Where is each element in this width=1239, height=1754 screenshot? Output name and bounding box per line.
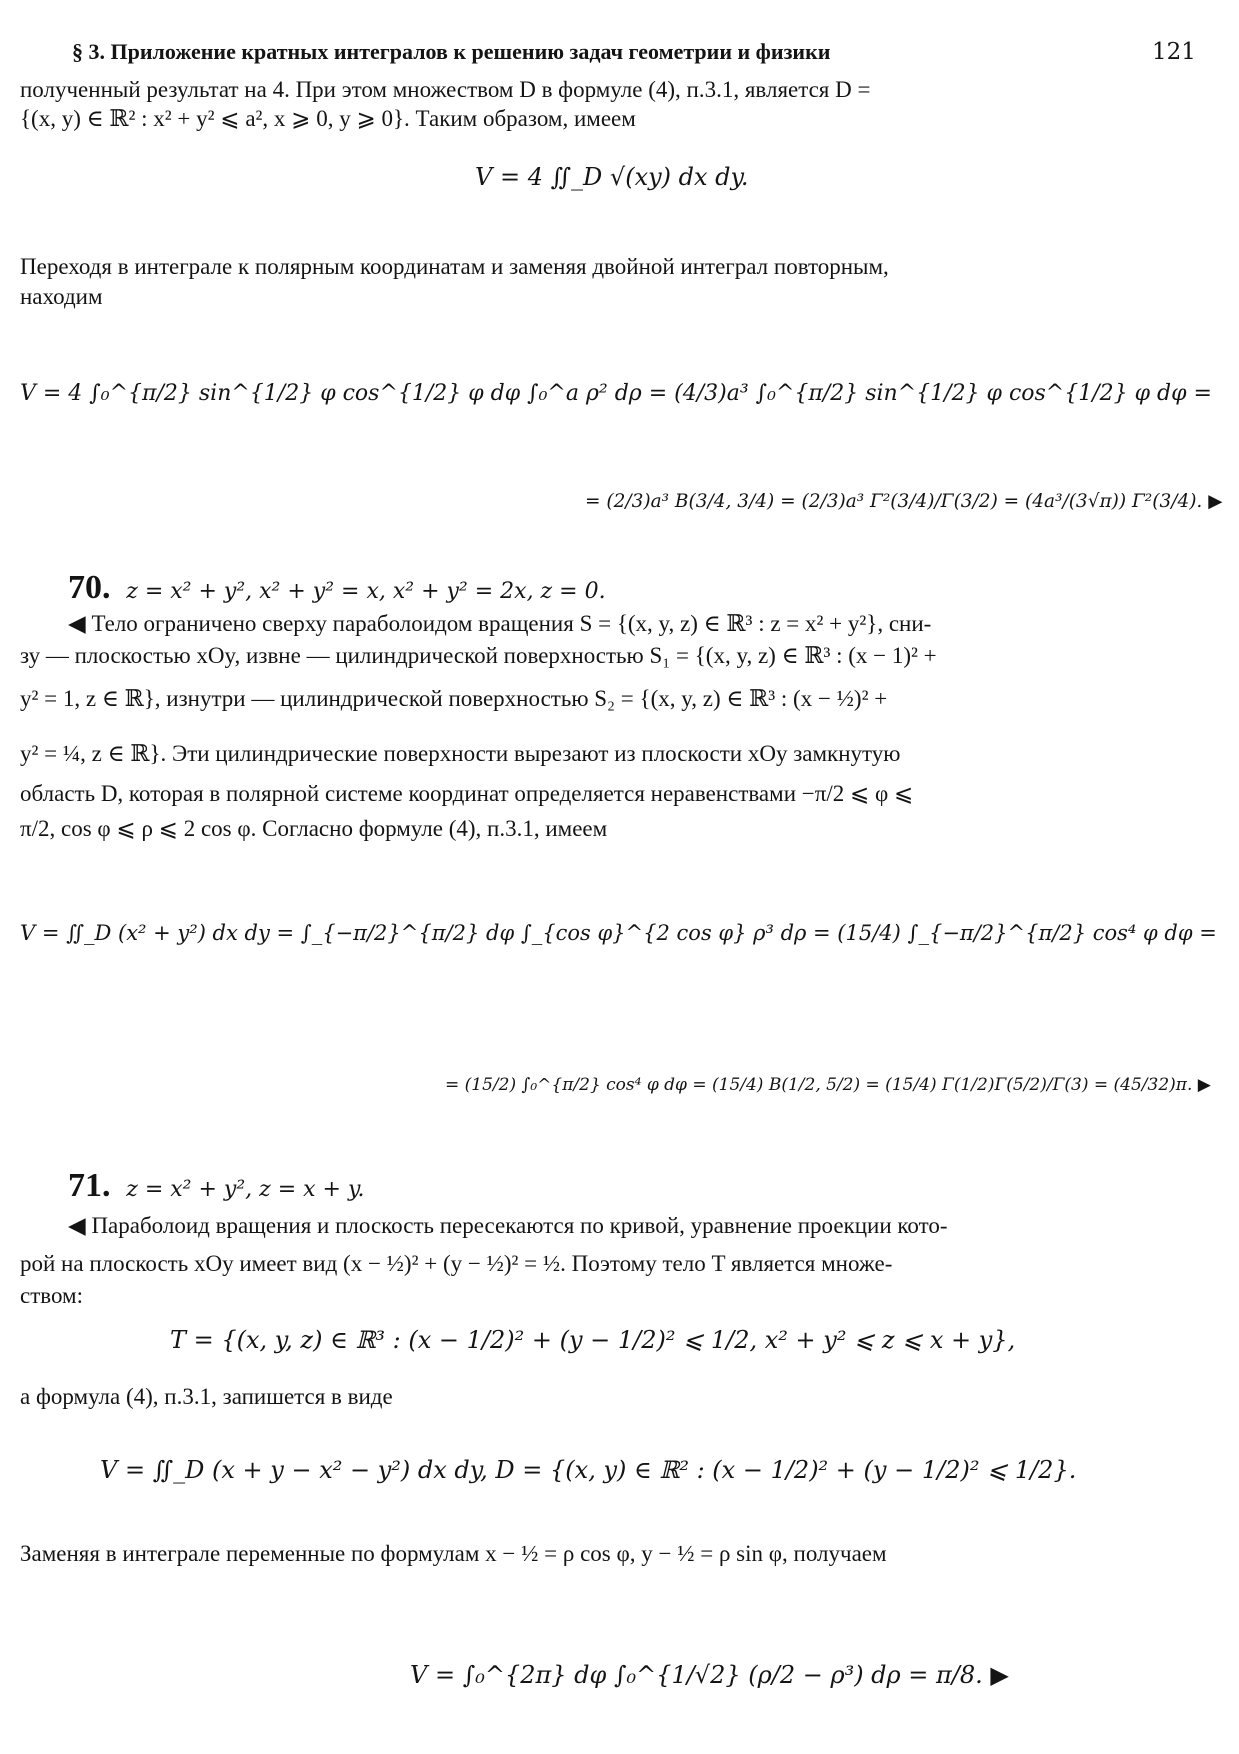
- text-line: а формула (4), п.3.1, запишется в виде: [20, 1384, 393, 1409]
- problem-number: 71.: [68, 1167, 111, 1204]
- formula-volume-71-result: V = ∫₀^{2π} dφ ∫₀^{1/√2} (ρ/2 − ρ³) dρ = π/8. ▶: [410, 1661, 1009, 1689]
- page-number: 121: [1152, 39, 1196, 65]
- text-line: y² = ¼, z ∈ ℝ}. Эти цилиндрические поверхности вырезают из плоскости xOy замкнутую: [20, 741, 901, 766]
- running-header: § 3. Приложение кратных интегралов к решению задач геометрии и физики: [72, 39, 831, 64]
- formula-beta-gamma-result: = (2/3)a³ B(3/4, 3/4) = (2/3)a³ Γ²(3/4)/Γ(3/2) = (4a³/(3√π)) Γ²(3/4). ▶: [585, 491, 1223, 512]
- problem-statement: z = x² + y², z = x + y.: [126, 1177, 365, 1202]
- text-line: область D, которая в полярной системе координат определяется неравенствами −π/2 ⩽ φ ⩽: [20, 781, 914, 806]
- problem-statement: z = x² + y², x² + y² = x, x² + y² = 2x, z = 0.: [126, 579, 606, 604]
- text-line: π/2, cos φ ⩽ ρ ⩽ 2 cos φ. Согласно формуле (4), п.3.1, имеем: [20, 816, 608, 841]
- text-line: ◀ Тело ограничено сверху параболоидом вращения S = {(x, y, z) ∈ ℝ³ : z = x² + y²}, сни-: [68, 611, 932, 636]
- text-line: рой на плоскость xOy имеет вид (x − ½)² + (y − ½)² = ½. Поэтому тело T является множе-: [20, 1251, 893, 1276]
- formula-volume-double-integral: V = 4 ∬_D √(xy) dx dy.: [475, 163, 749, 191]
- formula-volume-70-result: = (15/2) ∫₀^{π/2} cos⁴ φ dφ = (15/4) B(1/2, 5/2) = (15/4) Γ(1/2)Γ(5/2)/Γ(3) = (45/32)π. ▶: [445, 1075, 1211, 1095]
- text-line: y² = 1, z ∈ ℝ}, изнутри — цилиндрической поверхностью S₂ = {(x, y, z) ∈ ℝ³ : (x − ½)² +: [20, 686, 888, 711]
- text-line: {(x, y) ∈ ℝ² : x² + y² ⩽ a², x ⩾ 0, y ⩾ 0}. Таким образом, имеем: [20, 106, 636, 131]
- formula-volume-70-integral: V = ∬_D (x² + y²) dx dy = ∫_{−π/2}^{π/2} dφ ∫_{cos φ}^{2 cos φ} ρ³ dρ = (15/4) ∫_{−π/2}^{π/2} cos⁴ φ dφ =: [20, 921, 1217, 945]
- text-line: ◀ Параболоид вращения и плоскость пересекаются по кривой, уравнение проекции кото-: [68, 1213, 948, 1238]
- formula-polar-iterated-integral: V = 4 ∫₀^{π/2} sin^{1/2} φ cos^{1/2} φ dφ ∫₀^a ρ² dρ = (4/3)a³ ∫₀^{π/2} sin^{1/2} φ cos^{1/2} φ dφ =: [20, 381, 1212, 406]
- text-line: зу — плоскостью xOy, извне — цилиндрической поверхностью S₁ = {(x, y, z) ∈ ℝ³ : (x − 1)² +: [20, 643, 937, 668]
- text-line: находим: [20, 284, 103, 309]
- formula-volume-71-integral: V = ∬_D (x + y − x² − y²) dx dy, D = {(x, y) ∈ ℝ² : (x − 1/2)² + (y − 1/2)² ⩽ 1/2}.: [100, 1456, 1077, 1484]
- formula-set-T: T = {(x, y, z) ∈ ℝ³ : (x − 1/2)² + (y − 1/2)² ⩽ 1/2, x² + y² ⩽ z ⩽ x + y},: [170, 1326, 1016, 1354]
- text-line: полученный результат на 4. При этом множеством D в формуле (4), п.3.1, является D =: [20, 77, 871, 102]
- problem-number: 70.: [68, 569, 111, 606]
- text-line: Переходя в интеграле к полярным координатам и заменяя двойной интеграл повторным,: [20, 254, 889, 279]
- text-line: ством:: [20, 1283, 83, 1308]
- text-line: Заменяя в интеграле переменные по формулам x − ½ = ρ cos φ, y − ½ = ρ sin φ, получаем: [20, 1541, 887, 1566]
